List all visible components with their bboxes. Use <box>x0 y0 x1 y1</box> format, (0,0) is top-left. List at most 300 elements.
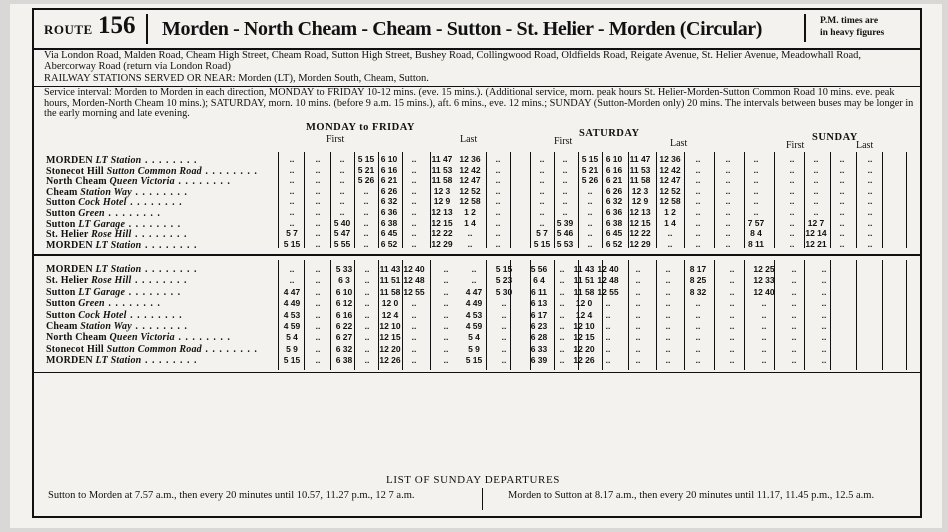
outbound-time: 12 9 <box>631 196 649 207</box>
inbound-time: 5 15 <box>495 264 513 274</box>
inbound-time: 12 26 <box>573 355 595 366</box>
inbound-time: 12 40 <box>403 264 425 274</box>
inbound-stop <box>46 355 197 366</box>
outbound-time: 12 3 <box>433 185 451 196</box>
outbound-time: .. <box>495 228 501 239</box>
inbound-time: .. <box>501 332 507 343</box>
outbound-time: .. <box>339 175 345 186</box>
column-rule <box>684 260 685 370</box>
outbound-time: .. <box>495 154 501 164</box>
outbound-time: .. <box>813 185 819 196</box>
outbound-time: 6 16 <box>605 164 623 175</box>
outbound-time: 12 52 <box>659 185 681 196</box>
column-rule <box>744 260 745 370</box>
outbound-time: 5 39 <box>556 217 574 228</box>
outbound-time: .. <box>753 154 759 164</box>
inbound-time: .. <box>315 264 321 274</box>
inbound-time: .. <box>364 286 370 297</box>
inbound-stop <box>46 321 188 332</box>
outbound-time: 5 7 <box>286 228 298 239</box>
outbound-time: .. <box>789 228 795 239</box>
outbound-time: 6 38 <box>605 217 623 228</box>
inbound-time: 5 9 <box>468 343 480 354</box>
inbound-time: .. <box>315 309 321 320</box>
outbound-time: .. <box>467 228 473 239</box>
inbound-time: 12 10 <box>379 321 401 331</box>
inbound-time: .. <box>559 343 565 354</box>
inbound-stop-location: Cock Hotel <box>78 309 127 321</box>
inbound-time: .. <box>559 355 565 366</box>
header-divider <box>146 14 148 44</box>
inbound-time: .. <box>315 355 321 366</box>
leader-dots: . . . . . . . . <box>104 298 161 310</box>
outbound-time: .. <box>695 238 701 249</box>
inbound-time: 6 39 <box>530 355 548 366</box>
leader-dots: . . . . . . . . <box>201 165 258 177</box>
inbound-stop <box>46 264 197 275</box>
outbound-time: .. <box>315 175 321 186</box>
outbound-time: .. <box>539 154 545 164</box>
inbound-time: .. <box>289 275 295 286</box>
inbound-time: 11 58 <box>379 286 401 297</box>
outbound-time: .. <box>495 207 501 217</box>
inbound-time: .. <box>635 332 641 343</box>
inbound-time: .. <box>791 332 797 343</box>
outbound-stop-name: MORDEN <box>46 239 96 251</box>
inbound-time: .. <box>695 309 701 320</box>
railway-stations: RAILWAY STATIONS SERVED OR NEAR: Morden (LT), Morden South, Cheam, Sutton. <box>44 73 429 84</box>
inbound-time: .. <box>635 355 641 366</box>
inbound-time: .. <box>761 309 767 320</box>
outbound-time: .. <box>315 228 321 239</box>
outbound-time: .. <box>539 164 545 175</box>
sunday-morden-to-sutton: Morden to Sutton at 8.17 a.m., then every 20 minutes until 11.17, 11.45 p.m., 12.5 a.m. <box>508 490 875 501</box>
column-rule <box>774 152 775 248</box>
outbound-time: 11 58 <box>431 175 453 186</box>
inbound-stop-name: Sutton <box>46 286 79 298</box>
inbound-time: 11 51 <box>379 275 401 286</box>
column-rule <box>906 260 907 370</box>
outbound-time: .. <box>411 196 417 207</box>
outbound-stop <box>46 155 197 166</box>
outbound-stop-name: North Cheam <box>46 176 110 188</box>
outbound-time: .. <box>839 207 845 217</box>
outbound-stop-name: Sutton <box>46 208 79 219</box>
inbound-time: 5 15 <box>465 355 483 366</box>
inbound-time: .. <box>411 321 417 331</box>
inbound-time: .. <box>665 355 671 366</box>
table-bottom-rule <box>34 372 920 373</box>
outbound-time: 12 9 <box>433 196 451 207</box>
route-number: 156 <box>98 12 136 39</box>
route-header <box>34 10 920 50</box>
outbound-time: .. <box>539 207 545 217</box>
inbound-time: .. <box>729 298 735 309</box>
timetable-frame <box>32 8 922 518</box>
inbound-time: 12 15 <box>573 332 595 343</box>
outbound-time: .. <box>867 185 873 196</box>
inbound-time: .. <box>559 264 565 274</box>
leader-dots: . . . . . . . . <box>131 186 188 198</box>
inbound-time: .. <box>665 286 671 297</box>
outbound-time: 1 2 <box>664 207 676 217</box>
outbound-time: .. <box>695 154 701 164</box>
inbound-time: .. <box>605 355 611 366</box>
outbound-time: .. <box>411 217 417 228</box>
outbound-time: .. <box>839 175 845 186</box>
inbound-time: .. <box>791 309 797 320</box>
outbound-time: .. <box>562 154 568 164</box>
outbound-time: .. <box>339 207 345 217</box>
group-sunday: SUNDAY <box>812 132 858 143</box>
inbound-time: .. <box>315 332 321 343</box>
inbound-stop-name: Sutton <box>46 309 79 321</box>
outbound-time: .. <box>495 185 501 196</box>
via-roads: Via London Road, Malden Road, Cheam High Street, Cheam Road, Sutton High Street, Bushey Road, Collingwood Road, Oldfields Road, Reigate Avenue, St. Helier Avenue, Meadowhall Road, Abercorway Road (return via London Road) <box>44 50 861 72</box>
leader-dots: . . . . . . . . <box>141 239 198 251</box>
inbound-stop <box>46 287 181 298</box>
outbound-time: .. <box>289 207 295 217</box>
leader-dots: . . . . . . . . <box>104 208 161 219</box>
outbound-time: 5 46 <box>556 228 574 239</box>
inbound-time: .. <box>665 343 671 354</box>
outbound-time: .. <box>695 217 701 228</box>
inbound-stop-name: St. Helier <box>46 275 92 287</box>
outbound-time: .. <box>339 185 345 196</box>
inbound-time: .. <box>791 343 797 354</box>
outbound-time: 12 58 <box>459 196 481 207</box>
inbound-time: .. <box>501 343 507 354</box>
outbound-time: 12 14 <box>805 228 827 239</box>
inbound-time: 12 15 <box>379 332 401 343</box>
inbound-time: 6 3 <box>338 275 350 286</box>
outbound-time: 6 26 <box>605 185 623 196</box>
outbound-time: 6 36 <box>605 207 623 217</box>
outbound-time: 1 4 <box>464 217 476 228</box>
outbound-time: 6 38 <box>380 217 398 228</box>
inbound-time: .. <box>364 355 370 366</box>
inbound-time: .. <box>559 298 565 309</box>
outbound-time: .. <box>411 238 417 249</box>
outbound-time: 11 58 <box>629 175 651 186</box>
leader-dots: . . . . . . . . <box>125 286 182 298</box>
inbound-time: .. <box>729 309 735 320</box>
inbound-time: .. <box>443 264 449 274</box>
column-rule <box>656 152 657 248</box>
inbound-time: 4 47 <box>465 286 483 297</box>
outbound-time: 12 29 <box>629 238 651 249</box>
outbound-time: .. <box>725 238 731 249</box>
outbound-time: .. <box>363 207 369 217</box>
inbound-time: .. <box>729 321 735 331</box>
inbound-time: 5 33 <box>335 264 353 274</box>
inbound-time: .. <box>665 275 671 286</box>
column-rule <box>278 260 279 370</box>
inbound-time: .. <box>821 275 827 286</box>
outbound-time: 12 58 <box>659 196 681 207</box>
inbound-time: 6 27 <box>335 332 353 343</box>
outbound-time: .. <box>867 154 873 164</box>
column-rule <box>304 152 305 248</box>
outbound-time: .. <box>315 154 321 164</box>
outbound-time: .. <box>867 164 873 175</box>
outbound-time: 1 2 <box>464 207 476 217</box>
inbound-time: .. <box>411 309 417 320</box>
outbound-stop <box>46 208 161 219</box>
inbound-time: .. <box>695 332 701 343</box>
outbound-time: .. <box>289 185 295 196</box>
inbound-time: .. <box>729 264 735 274</box>
outbound-time: .. <box>411 185 417 196</box>
inbound-time: .. <box>315 286 321 297</box>
inbound-time: .. <box>821 298 827 309</box>
inbound-time: .. <box>443 286 449 297</box>
mf-first-heading: First <box>326 134 345 145</box>
leader-dots: . . . . . . . . <box>131 229 188 241</box>
inbound-time: 12 0 <box>575 298 593 309</box>
outbound-time: .. <box>667 228 673 239</box>
inbound-time: 5 4 <box>286 332 298 343</box>
outbound-time: .. <box>289 217 295 228</box>
inbound-stop-location: LT Station <box>95 355 142 367</box>
outbound-time: .. <box>587 228 593 239</box>
outbound-time: .. <box>411 175 417 186</box>
outbound-time: 11 53 <box>629 164 651 175</box>
inbound-time: .. <box>559 286 565 297</box>
inbound-time: 12 0 <box>381 298 399 309</box>
outbound-time: .. <box>539 196 545 207</box>
inbound-time: 8 17 <box>689 264 707 274</box>
inbound-time: .. <box>559 332 565 343</box>
outbound-time: .. <box>753 196 759 207</box>
outbound-time: .. <box>789 185 795 196</box>
outbound-time: 5 21 <box>357 164 375 175</box>
sun-last-heading: Last <box>856 140 874 151</box>
column-rule <box>278 152 279 248</box>
pm-note-line1: P.M. times are <box>820 16 879 26</box>
inbound-time: .. <box>501 309 507 320</box>
inbound-time: 11 43 <box>573 264 595 274</box>
inbound-time: .. <box>443 332 449 343</box>
outbound-time: .. <box>725 175 731 186</box>
mf-last-heading: Last <box>460 134 478 145</box>
inbound-time: 12 20 <box>573 343 595 354</box>
inbound-time: .. <box>635 343 641 354</box>
outbound-time: .. <box>813 154 819 164</box>
inbound-time: .. <box>443 321 449 331</box>
outbound-time: .. <box>562 196 568 207</box>
inbound-time: .. <box>761 343 767 354</box>
inbound-time: .. <box>665 321 671 331</box>
outbound-time: .. <box>363 228 369 239</box>
outbound-time: .. <box>789 175 795 186</box>
outbound-time: .. <box>315 185 321 196</box>
inbound-time: 4 47 <box>283 286 301 297</box>
inbound-time: 12 48 <box>403 275 425 286</box>
inbound-time: 6 12 <box>335 298 353 309</box>
inbound-stop <box>46 332 231 343</box>
inbound-stop <box>46 310 183 321</box>
column-rule <box>882 260 883 370</box>
leader-dots: . . . . . . . . <box>141 355 198 367</box>
inbound-time: 4 53 <box>283 309 301 320</box>
inbound-time: .. <box>443 309 449 320</box>
inbound-time: .. <box>695 321 701 331</box>
outbound-time: .. <box>695 175 701 186</box>
outbound-time: .. <box>495 175 501 186</box>
outbound-time: .. <box>562 185 568 196</box>
leader-dots: . . . . . . . . <box>131 321 188 332</box>
outbound-time: 8 11 <box>747 238 765 249</box>
outbound-time: 1 4 <box>664 217 676 228</box>
inbound-time: .. <box>635 275 641 286</box>
inbound-time: 6 4 <box>533 275 545 286</box>
outbound-time: .. <box>753 164 759 175</box>
inbound-stop-name: MORDEN <box>46 264 96 275</box>
inbound-time: 4 49 <box>465 298 483 309</box>
inbound-stop-name: Cheam <box>46 321 81 332</box>
outbound-time: .. <box>495 217 501 228</box>
outbound-time: .. <box>363 238 369 249</box>
inbound-time: 12 20 <box>379 343 401 354</box>
outbound-time: .. <box>315 238 321 249</box>
inbound-time: 5 15 <box>283 355 301 366</box>
outbound-stop <box>46 176 231 187</box>
inbound-time: .. <box>471 275 477 286</box>
inbound-stop-location: Green <box>78 298 105 310</box>
inbound-time: .. <box>364 298 370 309</box>
outbound-time: 12 15 <box>629 217 651 228</box>
outbound-time: .. <box>339 154 345 164</box>
outbound-time: .. <box>725 207 731 217</box>
outbound-time: .. <box>411 207 417 217</box>
inbound-time: .. <box>761 332 767 343</box>
inbound-time: .. <box>821 286 827 297</box>
inbound-time: .. <box>605 298 611 309</box>
inbound-time: 8 32 <box>689 286 707 297</box>
inbound-time: .. <box>761 298 767 309</box>
outbound-time: .. <box>813 164 819 175</box>
leader-dots: . . . . . . . . <box>125 218 182 230</box>
outbound-stop-name: St. Helier <box>46 229 92 241</box>
outbound-stop <box>46 166 258 177</box>
outbound-time: 6 52 <box>605 238 623 249</box>
outbound-time: 6 10 <box>605 154 623 164</box>
inbound-stop-location: Station Way <box>80 321 132 332</box>
outbound-time: .. <box>695 228 701 239</box>
inbound-time: .. <box>729 275 735 286</box>
inbound-stop-name: MORDEN <box>46 355 96 367</box>
inbound-time: .. <box>665 309 671 320</box>
outbound-time: .. <box>725 228 731 239</box>
group-mon-fri: MONDAY to FRIDAY <box>306 122 415 133</box>
outbound-time: 11 53 <box>431 164 453 175</box>
column-rule <box>906 152 907 248</box>
inbound-stop-location: Queen Victoria <box>109 332 175 344</box>
route-title: Morden - North Cheam - Cheam - Sutton - St. Helier - Morden (Circular) <box>162 18 763 40</box>
outbound-time: .. <box>587 185 593 196</box>
outbound-stop-location: LT Station <box>95 155 142 166</box>
inbound-stop-location: Sutton Common Road <box>106 343 202 355</box>
group-saturday: SATURDAY <box>579 128 640 139</box>
inbound-time: 11 51 <box>573 275 595 286</box>
inbound-time: 5 30 <box>495 286 513 297</box>
leader-dots: . . . . . . . . <box>174 176 231 188</box>
inbound-time: .. <box>635 264 641 274</box>
outbound-stop-location: Cock Hotel <box>78 197 127 209</box>
inbound-time: .. <box>761 355 767 366</box>
inbound-time: .. <box>791 275 797 286</box>
inbound-time: 4 59 <box>465 321 483 331</box>
inbound-time: .. <box>729 286 735 297</box>
outbound-time: 6 45 <box>380 228 398 239</box>
outbound-time: .. <box>789 238 795 249</box>
outbound-time: .. <box>867 175 873 186</box>
inbound-time: .. <box>791 355 797 366</box>
inbound-time: 12 55 <box>403 286 425 297</box>
outbound-time: .. <box>839 238 845 249</box>
outbound-time: .. <box>839 217 845 228</box>
outbound-stop <box>46 197 183 208</box>
inbound-time: .. <box>821 332 827 343</box>
outbound-time: 12 29 <box>431 238 453 249</box>
outbound-time: .. <box>695 196 701 207</box>
inbound-time: .. <box>411 298 417 309</box>
outbound-time: 5 7 <box>536 228 548 239</box>
outbound-time: .. <box>495 164 501 175</box>
outbound-time: .. <box>289 196 295 207</box>
outbound-time: .. <box>289 164 295 175</box>
outbound-time: .. <box>411 154 417 164</box>
outbound-time: 12 13 <box>629 207 651 217</box>
outbound-stop <box>46 240 197 251</box>
outbound-time: 5 15 <box>533 238 551 249</box>
outbound-time: .. <box>867 217 873 228</box>
inbound-time: .. <box>729 343 735 354</box>
outbound-stop-location: LT Station <box>95 239 142 251</box>
inbound-stop-location: LT Garage <box>78 286 126 298</box>
inbound-time: 12 4 <box>575 309 593 320</box>
inbound-time: 4 59 <box>283 321 301 331</box>
column-rule <box>714 260 715 370</box>
inbound-time: 4 49 <box>283 298 301 309</box>
outbound-time: 12 36 <box>459 154 481 164</box>
outbound-time: 12 13 <box>431 207 453 217</box>
outbound-time: .. <box>695 207 701 217</box>
outbound-time: .. <box>695 185 701 196</box>
inbound-time: 6 33 <box>530 343 548 354</box>
outbound-time: .. <box>411 228 417 239</box>
inbound-time: .. <box>559 275 565 286</box>
inbound-time: 6 38 <box>335 355 353 366</box>
outbound-time: .. <box>813 207 819 217</box>
inbound-time: .. <box>695 343 701 354</box>
inbound-time: 6 10 <box>335 286 353 297</box>
outbound-time: 11 47 <box>629 154 651 164</box>
outbound-time: 12 42 <box>659 164 681 175</box>
footer-divider <box>482 488 483 510</box>
outbound-time: .. <box>411 164 417 175</box>
inbound-time: 6 13 <box>530 298 548 309</box>
inbound-time: .. <box>695 298 701 309</box>
inbound-time: .. <box>364 275 370 286</box>
outbound-time: 5 26 <box>581 175 599 186</box>
inbound-time: .. <box>791 321 797 331</box>
sun-first-heading: First <box>786 140 805 151</box>
inbound-time: .. <box>635 321 641 331</box>
inbound-stop-name: Sutton <box>46 298 79 310</box>
outbound-time: .. <box>839 154 845 164</box>
